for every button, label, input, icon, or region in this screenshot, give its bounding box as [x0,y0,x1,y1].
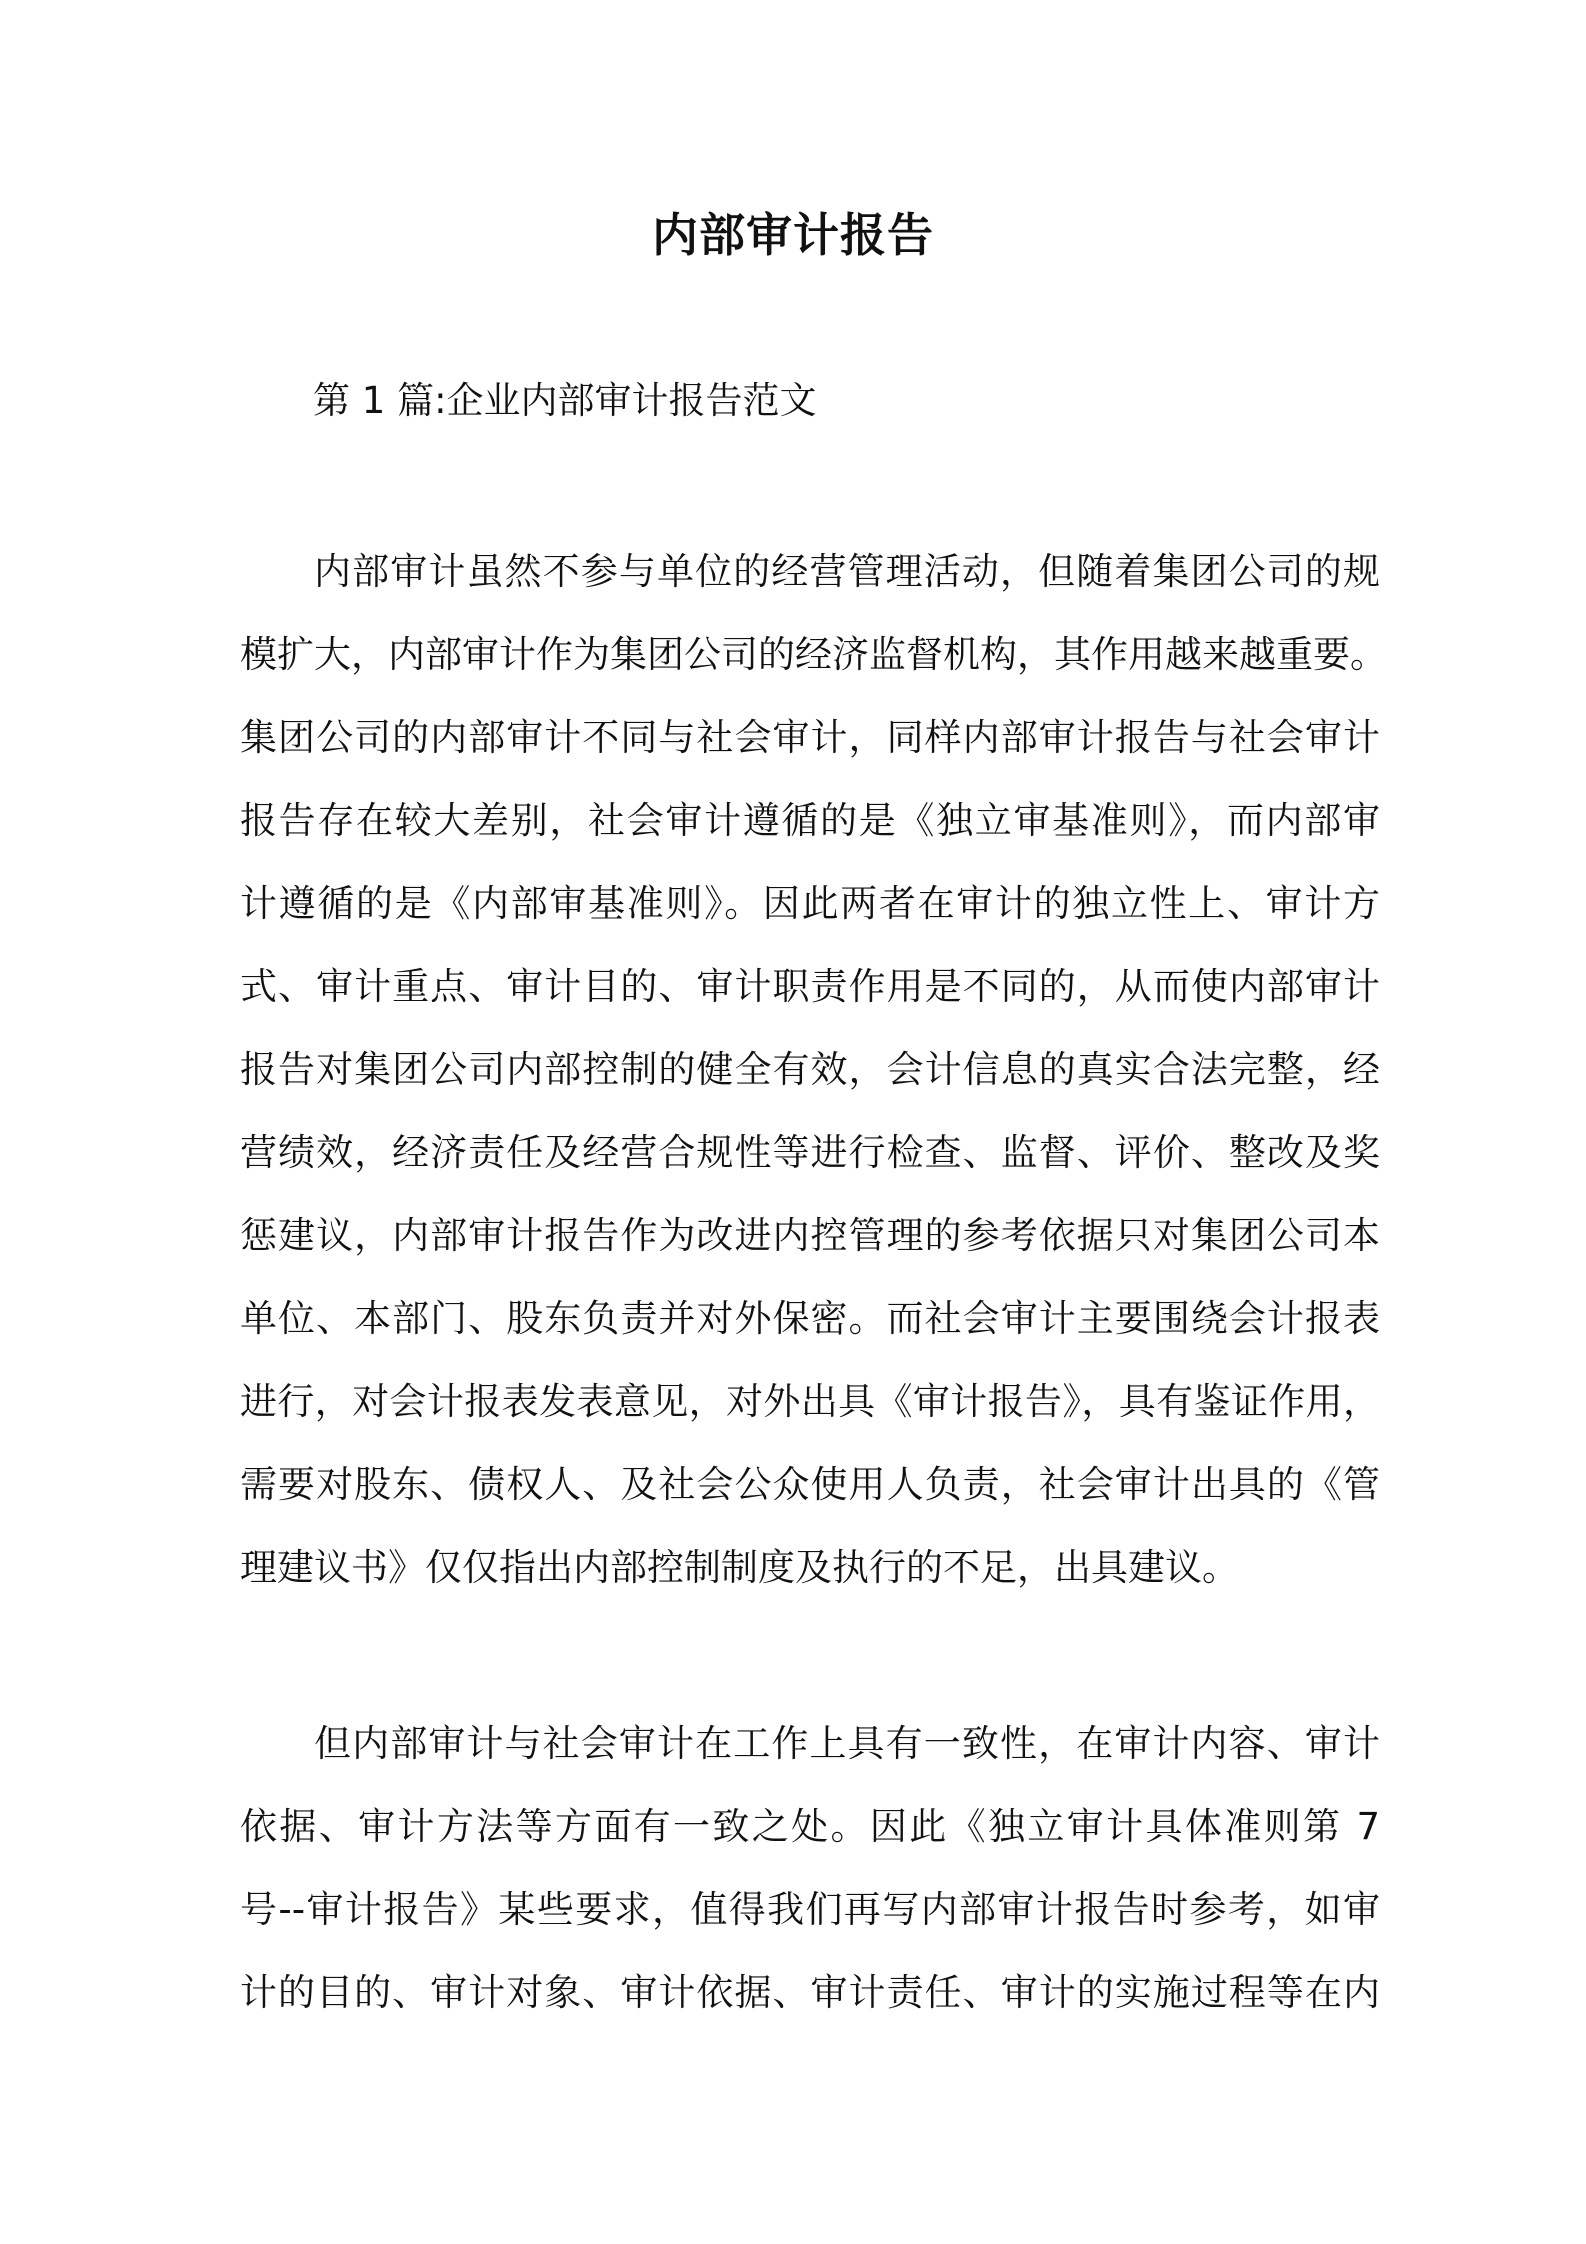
document-title: 内部审计报告 [652,208,934,262]
paragraph-line: 模扩大，内部审计作为集团公司的经济监督机构，其作用越来越重要。 [240,633,1387,676]
paragraph-line: 营绩效，经济责任及经营合规性等进行检查、监督、评价、整改及奖 [240,1131,1380,1174]
paragraph-2 [240,1702,1380,2034]
paragraph-1 [240,530,1387,1609]
paragraph-line: 惩建议，内部审计报告作为改进内控管理的参考依据只对集团公司本 [240,1214,1380,1257]
section-heading: 第 1 篇:企业内部审计报告范文 [313,379,817,422]
paragraph-line: 集团公司的内部审计不同与社会审计，同样内部审计报告与社会审计 [240,716,1380,759]
paragraph-line: 依据、审计方法等方面有一致之处。因此《独立审计具体准则第 7 [240,1805,1380,1848]
paragraph-line: 需要对股东、债权人、及社会公众使用人负责，社会审计出具的《管 [240,1463,1380,1506]
paragraph-line: 式、审计重点、审计目的、审计职责作用是不同的，从而使内部审计 [240,965,1380,1008]
paragraph-line: 内部审计虽然不参与单位的经营管理活动，但随着集团公司的规 [314,550,1380,593]
paragraph-line: 计的目的、审计对象、审计依据、审计责任、审计的实施过程等在内 [240,1971,1380,2014]
paragraph-line: 理建议书》仅仅指出内部控制制度及执行的不足，出具建议。 [240,1546,1239,1589]
paragraph-line: 但内部审计与社会审计在工作上具有一致性，在审计内容、审计 [314,1722,1380,1765]
paragraph-line: 进行，对会计报表发表意见，对外出具《审计报告》，具有鉴证作用， [240,1380,1380,1423]
paragraph-line: 报告对集团公司内部控制的健全有效，会计信息的真实合法完整，经 [240,1048,1380,1091]
paragraph-line: 单位、本部门、股东负责并对外保密。而社会审计主要围绕会计报表 [240,1297,1380,1340]
paragraph-line: 号--审计报告》某些要求，值得我们再写内部审计报告时参考，如审 [240,1888,1380,1931]
paragraph-line: 计遵循的是《内部审基准则》。因此两者在审计的独立性上、审计方 [240,882,1380,925]
paragraph-line: 报告存在较大差别，社会审计遵循的是《独立审基准则》，而内部审 [240,799,1380,842]
